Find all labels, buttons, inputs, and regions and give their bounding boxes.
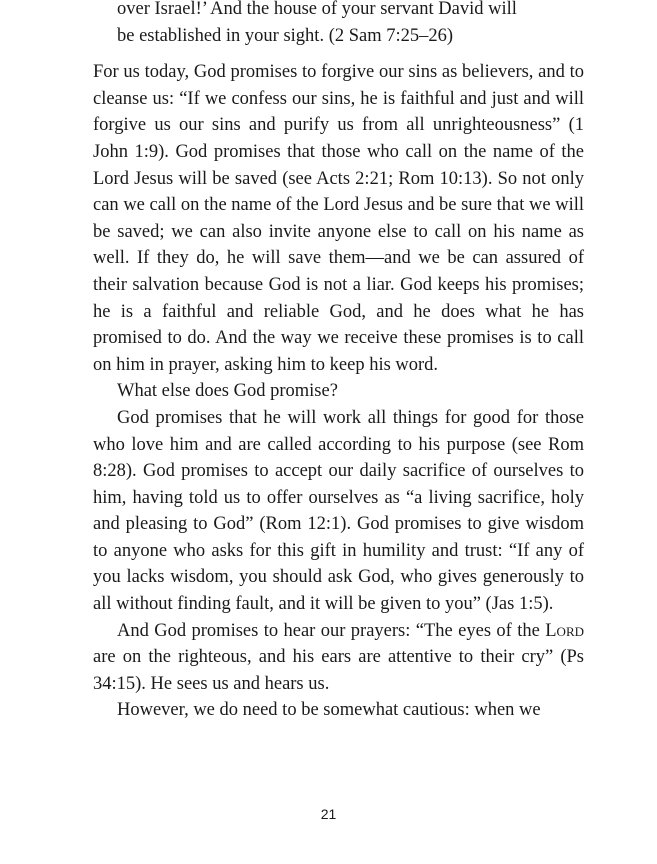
block-quote-line: be established in your sight. (2 Sam 7:25–26)	[117, 25, 454, 46]
paragraph: What else does God promise?	[117, 381, 338, 402]
paragraph	[93, 618, 584, 698]
block-quote-line: over Israel!’ And the house of your servant David will	[117, 0, 517, 19]
page-body	[93, 0, 584, 724]
small-caps-lord: Lord	[545, 620, 584, 641]
paragraph-text: And God promises to hear our prayers: “The eyes of the	[117, 620, 546, 641]
page-number: 21	[320, 806, 337, 822]
paragraph: However, we do need to be somewhat cautious: when we	[117, 700, 541, 721]
paragraph: God promises that he will work all things for good for those who love him and are called according to his purpose (see Rom 8:28). God promises to accept our daily sacrifice of ourselves to him, having told us to offer ourselves as “a living sacrifice, holy and pleasing to God” (Rom 12:1). God promises to give wisdom to anyone who asks for this gift in humility and trust: “If any of you lacks wisdom, you should ask God, who gives generously to all without finding fault, and it will be given to you” (Jas 1:5).	[93, 407, 584, 615]
block-quote	[93, 0, 584, 49]
paragraph-text: are on the righteous, and his ears are attentive to their cry” (Ps 34:15). He sees us and hears us.	[93, 647, 584, 694]
paragraph: For us today, God promises to forgive our sins as believers, and to cleanse us: “If we confess our sins, he is faithful and just and will forgive us our sins and purify us from all unrighteousness” (1 John 1:9). God promises that those who call on the name of the Lord Jesus will be saved (see Acts 2:21; Rom 10:13). So not only can we call on the name of the Lord Jesus and be sure that we will be saved; we can also invite anyone else to call on his name as well. If they do, he will save them—and we be can assured of their salvation because God is not a liar. God keeps his promises; he is a faithful and reliable God, and he does what he has promised to do. And the way we receive these promises is to call on him in prayer, asking him to keep his word.	[93, 62, 584, 375]
